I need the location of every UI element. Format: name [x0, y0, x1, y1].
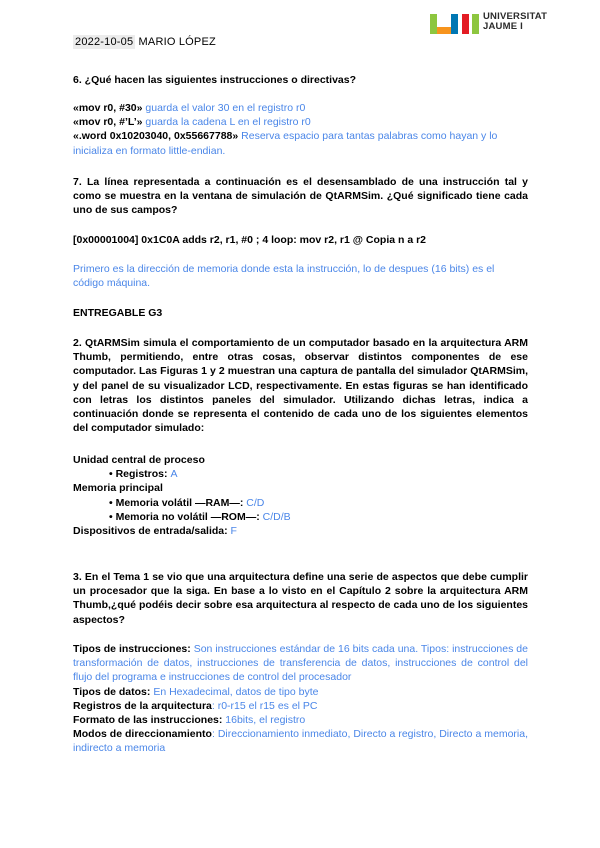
q3-question: 3. En el Tema 1 se vio que una arquitectura define una serie de aspectos que debe cumplir un procesador que la siga. En base a lo visto en el Capítulo 2 sobre la arquitectura ARM Thumb,¿qué podéis decir sobre esa arquitectura al respecto de cada uno de los siguientes aspectos? [73, 571, 528, 626]
q6-item-answer: Reserva espacio para tantas palabras como hayan y lo inicializa en formato little-endian. [73, 130, 498, 157]
q3-item-answer: Son instrucciones estándar de 16 bits cada una. Tipos: instrucciones de transformación de datos, instrucciones de transferencia de datos, instrucciones de control del flujo del programa e instrucciones de control del procesador [73, 643, 528, 684]
page-header [73, 36, 216, 48]
q6-item-answer: guarda la cadena L en el registro r0 [142, 116, 311, 129]
q3-item-answer: : r0-r15 el r15 es el PC [211, 699, 318, 712]
q6-item [73, 129, 528, 157]
q2-question: 2. QtARMSim simula el comportamiento de un computador basado en la arquitectura ARM Thumb, permitiendo, entre otras cosas, observar distintos componentes de ese computador. Las Figuras 1 y 2 muestran una captura de pantalla del simulador QtARMSim, y del panel de su visualizador LCD, respectivamente. En estas figuras se han identificado con letras los distintos paneles del simulador. Utilizando dichas letras, indica a continuación donde se representa el contenido de cada uno de los siguientes elementos del computador simulado: [73, 337, 528, 435]
logo-line2: JAUME I [483, 21, 523, 32]
rom-answer: C/D/B [262, 510, 291, 523]
logo-bar-blue [451, 14, 458, 34]
q7-code: [0x00001004] 0x1C0A adds r2, r1, #0 ; 4 loop: mov r2, r1 @ Copia n a r2 [73, 234, 427, 246]
rom-label: • Memoria no volátil —ROM—: [109, 510, 263, 523]
q3-item-label: Formato de las instrucciones: [73, 714, 223, 727]
q3-item-label: Tipos de datos: [73, 685, 151, 698]
q3-item-label: Tipos de instrucciones: [73, 643, 191, 655]
q2-answers [73, 453, 528, 538]
entregable-heading: ENTREGABLE G3 [73, 307, 163, 319]
registros-answer: A [170, 468, 178, 481]
q3-item [73, 713, 528, 727]
q6-question: 6. ¿Qué hacen las siguientes instrucciones o directivas? [73, 74, 357, 86]
ram-label: • Memoria volátil —RAM—: [109, 496, 247, 509]
logo-bar-orange [437, 27, 451, 34]
logo-bar-green2 [472, 14, 479, 34]
q3-answers [73, 642, 528, 756]
q6-item-code: «mov r0, #30» [73, 102, 143, 114]
rom-row [73, 510, 528, 524]
dispositivos-row [73, 524, 528, 538]
q3-item [73, 685, 528, 699]
registros-row [73, 467, 528, 481]
header-date: 2022-10-05 [75, 36, 134, 48]
q3-item-answer: : Direccionamiento inmediato, Directo a registro, Directo a memoria, indirecto a memoria [73, 728, 529, 755]
q3-item-answer: En Hexadecimal, datos de tipo byte [150, 685, 319, 698]
q6-item [73, 115, 528, 129]
logo-line1: UNIVERSITAT [483, 11, 548, 22]
ram-answer: C/D [246, 496, 265, 509]
q3-item-answer: 16bits, el registro [222, 714, 306, 727]
q6-answers [73, 101, 528, 158]
logo-text [483, 12, 547, 32]
q6-item-code: «.word 0x10203040, 0x55667788» [73, 130, 239, 143]
q6-item-code: «mov r0, #’L’» [73, 116, 143, 129]
q3-item-label: Modos de direccionamiento [73, 728, 212, 741]
ucp-label: Unidad central de proceso [73, 454, 205, 466]
ram-row [73, 496, 528, 510]
q6-item-answer: guarda el valor 30 en el registro r0 [142, 102, 306, 114]
q3-item-label: Registros de la arquitectura [73, 699, 212, 712]
q7-question: 7. La línea representada a continuación es el desensamblado de una instrucción tal y como se muestra en la ventana de simulación de QtARMSim. ¿Qué significado tiene cada uno de sus campos? [73, 176, 528, 217]
q3-item [73, 727, 528, 755]
q3-item [73, 699, 528, 713]
header-author: MARIO LÓPEZ [138, 36, 216, 48]
q7-answer: Primero es la dirección de memoria donde esta la instrucción, lo de despues (16 bits) es el código máquina. [73, 263, 495, 290]
logo-bar-red [462, 14, 469, 34]
registros-label: • Registros: [109, 468, 171, 481]
memoria-label: Memoria principal [73, 482, 163, 495]
dispositivos-answer: F [230, 525, 237, 538]
q3-item [73, 642, 528, 685]
dispositivos-label: Dispositivos de entrada/salida: [73, 525, 231, 538]
q6-item [73, 101, 528, 115]
logo-bar-green [430, 14, 437, 34]
